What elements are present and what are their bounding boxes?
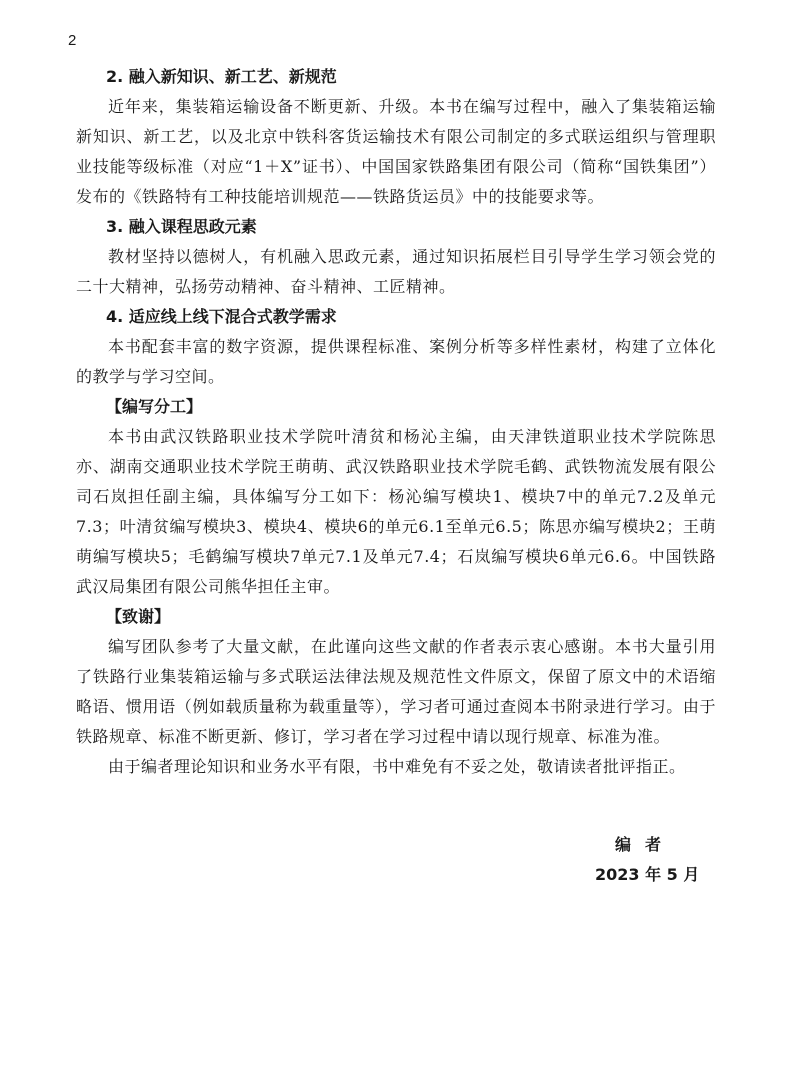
paragraph-closing-note: 由于编者理论知识和业务水平有限，书中难免有不妥之处，敬请读者批评指正。: [108, 757, 686, 776]
paragraph-division-of-work: 本书由武汉铁路职业技术学院叶清贫和杨沁主编，由天津铁道职业技术学院陈思亦、湖南交通职业技术学院王萌萌、武汉铁路职业技术学院毛鹤、武铁物流发展有限公司石岚担任副主编，具体编写分工如下：杨沁编写模块1、模块7中的单元7.2及单元7.3；叶清贫编写模块3、模块4、模块6的单元6.1至单元6.5；陈思亦编写模块2；王萌萌编写模块5；毛鹤编写模块7单元7.1及单元7.4；石岚编写模块6单元6.6。中国铁路武汉局集团有限公司熊华担任主审。: [76, 427, 716, 596]
preface-body: [76, 62, 716, 782]
section-heading-ideology: 3. 融入课程思政元素: [106, 217, 257, 236]
page-number: 2: [68, 32, 77, 49]
section-heading-new-knowledge: 2. 融入新知识、新工艺、新规范: [106, 67, 337, 86]
section-heading-blended-teaching: 4. 适应线上线下混合式教学需求: [106, 307, 337, 326]
paragraph-acknowledgements: 编写团队参考了大量文献，在此谨向这些文献的作者表示衷心感谢。本书大量引用了铁路行业集装箱运输与多式联运法律法规及规范性文件原文，保留了原文中的术语缩略语、惯用语（例如载质量称为载重量等），学习者可通过查阅本书附录进行学习。由于铁路规章、标准不断更新、修订，学习者在学习过程中请以现行规章、标准为准。: [76, 637, 716, 746]
section-heading-acknowledgements: 【致谢】: [106, 607, 171, 626]
paragraph-blended-teaching: 本书配套丰富的数字资源，提供课程标准、案例分析等多样性素材，构建了立体化的教学与学习空间。: [76, 337, 716, 386]
paragraph-new-knowledge: 近年来，集装箱运输设备不断更新、升级。本书在编写过程中，融入了集装箱运输新知识、新工艺，以及北京中铁科客货运输技术有限公司制定的多式联运组织与管理职业技能等级标准（对应“1＋X”证书）、中国国家铁路集团有限公司（简称“国铁集团”）发布的《铁路特有工种技能培训规范——铁路货运员》中的技能要求等。: [76, 97, 716, 206]
paragraph-ideology: 教材坚持以德树人，有机融入思政元素，通过知识拓展栏目引导学生学习领会党的二十大精神，弘扬劳动精神、奋斗精神、工匠精神。: [76, 247, 716, 296]
signature-author: 编者: [615, 835, 676, 854]
signature-date: 2023 年 5 月: [595, 865, 700, 884]
section-heading-division-of-work: 【编写分工】: [106, 397, 203, 416]
